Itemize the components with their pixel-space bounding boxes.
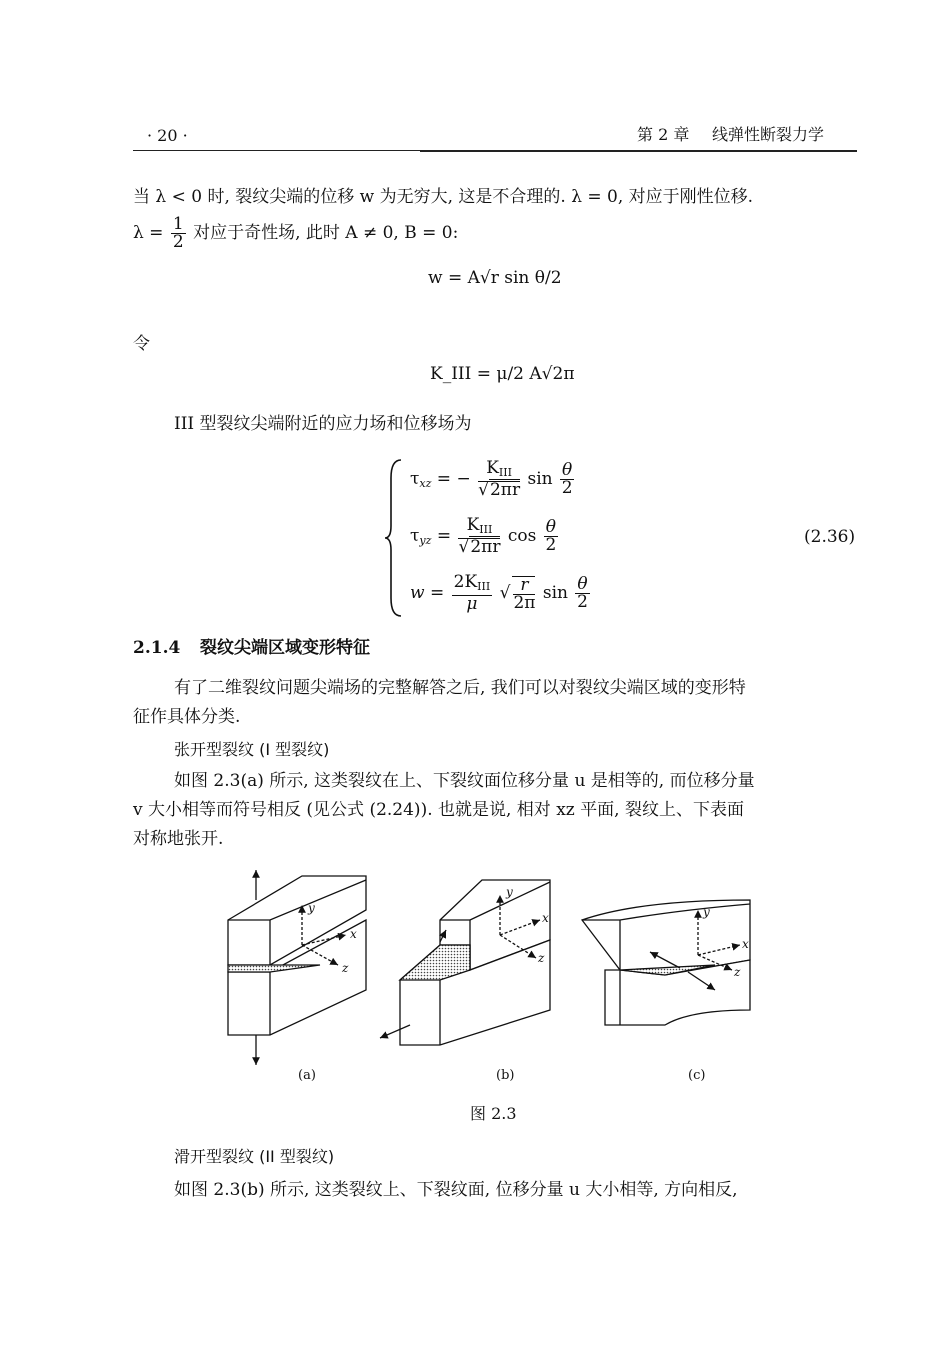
figure-crack-modes xyxy=(210,860,770,1070)
figure-b-block xyxy=(380,880,550,1045)
axis-label-y: y xyxy=(308,901,315,915)
axis-label-z: z xyxy=(342,961,349,975)
paragraph-line: λ = $\frac{1}{2}$ 对应于奇性场, 此时 A ≠ 0, B = 0: xyxy=(133,214,459,252)
paragraph-line: 有了二维裂纹问题尖端场的完整解答之后, 我们可以对裂纹尖端区域的变形特 xyxy=(174,678,746,698)
axis-label-y: y xyxy=(506,885,513,899)
axis-label-y: y xyxy=(703,905,710,919)
axis-label-z: z xyxy=(538,951,545,965)
figure-sublabel-c: (c) xyxy=(688,1068,706,1083)
figure-caption: 图 2.3 xyxy=(470,1104,517,1123)
section-number: 2.1.4 xyxy=(133,638,181,658)
header-rule-thin xyxy=(133,150,420,151)
paragraph-line: 对称地张开. xyxy=(133,829,224,849)
equation-tau-xz: $\tau_{xz}$ = − $\frac{K_{III}}{√2\pi r}$ sin $\frac{\theta}{2}$ xyxy=(410,458,573,500)
equation-w-field: w = $\frac{2K_{III}}{\mu}$ √ $\frac{r}{2\pi}$ sin $\frac{\theta}{2}$ xyxy=(410,572,588,614)
axis-label-z: z xyxy=(734,965,741,979)
paragraph-line: 征作具体分类. xyxy=(133,707,241,727)
equation-number: (2.36) xyxy=(804,527,856,547)
figure-c-block xyxy=(582,900,750,1025)
page-number: · 20 · xyxy=(147,126,188,145)
axis-label-x: x xyxy=(542,911,549,925)
paragraph-line: v 大小相等而符号相反 (见公式 (2.24)). 也就是说, 相对 xz 平面, 裂纹上、下表面 xyxy=(133,800,744,820)
figure-sublabel-b: (b) xyxy=(496,1068,515,1083)
paragraph-line: III 型裂纹尖端附近的应力场和位移场为 xyxy=(174,414,472,434)
equation-k: K_III = μ/2 A√2π xyxy=(430,364,575,384)
paragraph-line: 令 xyxy=(133,334,150,354)
axis-label-x: x xyxy=(350,927,357,941)
axis-label-x: x xyxy=(742,937,749,951)
equation-brace xyxy=(385,458,405,618)
equation-tau-yz: $\tau_{yz}$ = $\frac{K_{III}}{√2\pi r}$ cos $\frac{\theta}{2}$ xyxy=(410,515,557,557)
section-title: 裂纹尖端区域变形特征 xyxy=(200,638,370,658)
subheading: 滑开型裂纹 (II 型裂纹) xyxy=(174,1147,335,1166)
chapter-number: 第 2 章 xyxy=(637,125,690,144)
figure-sublabel-a: (a) xyxy=(298,1068,316,1083)
equation-w: w = A√r sin θ/2 xyxy=(428,268,562,288)
paragraph-line: 如图 2.3(b) 所示, 这类裂纹上、下裂纹面, 位移分量 u 大小相等, 方向相反, xyxy=(174,1180,738,1200)
chapter-title: 线弹性断裂力学 xyxy=(712,125,825,144)
header-rule-thick xyxy=(420,150,857,152)
subheading: 张开型裂纹 (I 型裂纹) xyxy=(174,740,330,759)
paragraph-line: 如图 2.3(a) 所示, 这类裂纹在上、下裂纹面位移分量 u 是相等的, 而位移分量 xyxy=(174,771,755,791)
paragraph-line: 当 λ < 0 时, 裂纹尖端的位移 w 为无穷大, 这是不合理的. λ = 0, 对应于刚性位移. xyxy=(133,187,754,207)
